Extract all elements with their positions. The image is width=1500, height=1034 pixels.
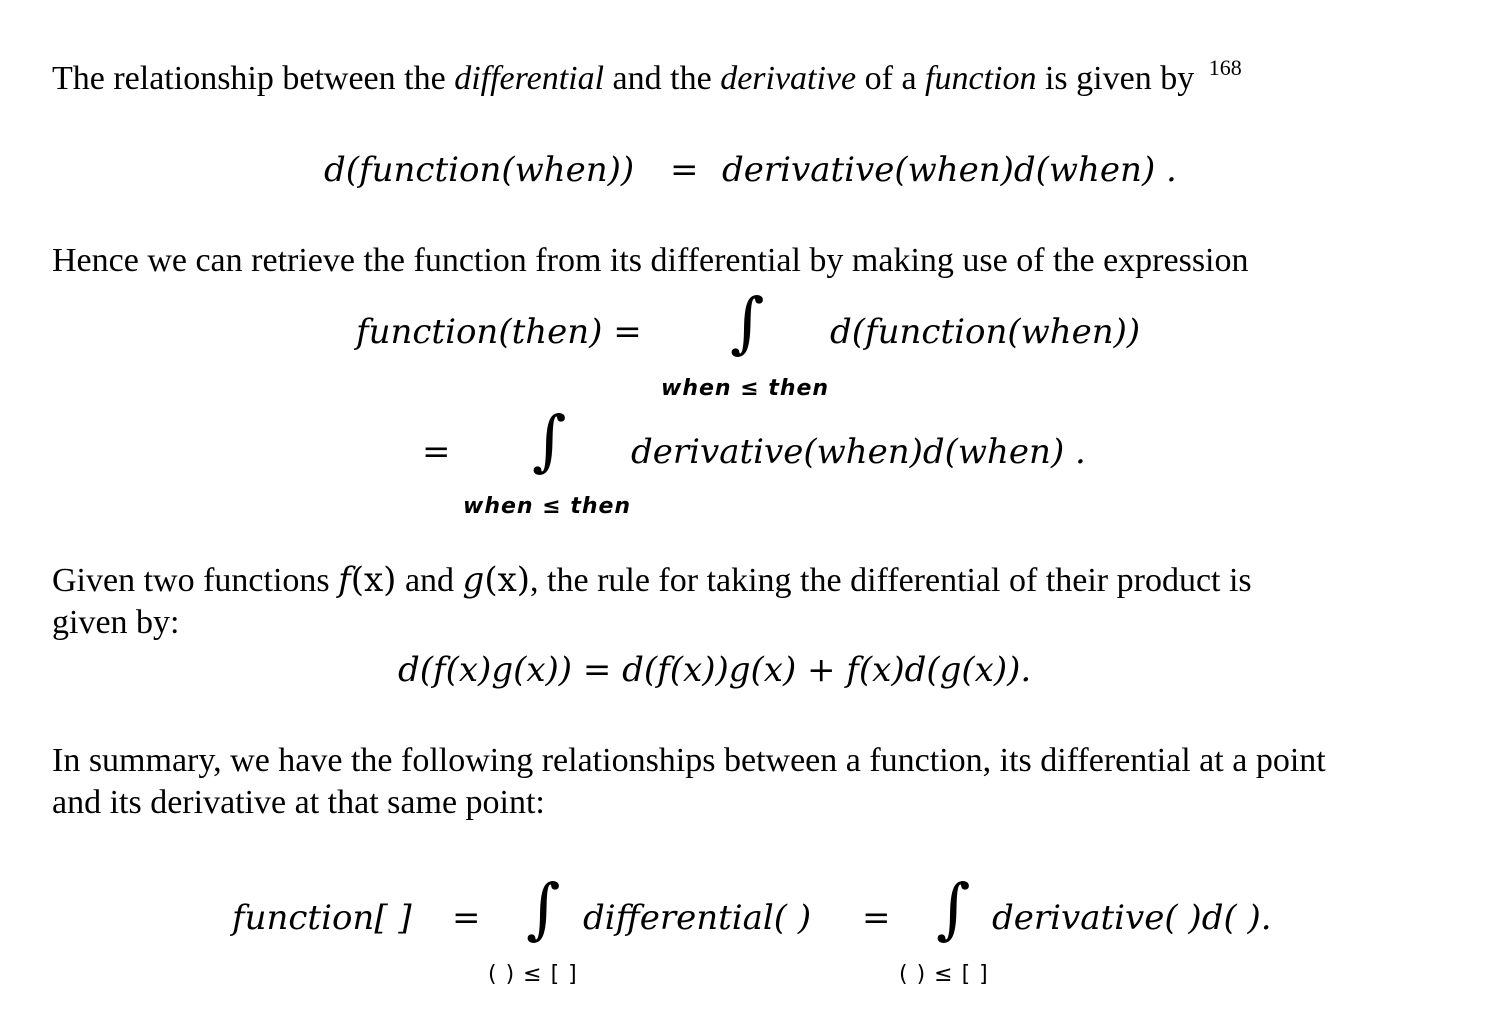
text-segment: is given by: [1036, 60, 1203, 97]
integral-sign: ∫: [532, 402, 567, 479]
paragraph-product-rule-intro: [52, 560, 1252, 602]
equation-4-equals: =: [452, 898, 481, 938]
paragraph-summary-line-2: and its derivative at that same point:: [52, 784, 545, 821]
integral-lower-limit: when ≤ then: [463, 494, 632, 519]
equation-4-equals: =: [862, 898, 891, 938]
paragraph-product-rule-intro-line-2: given by:: [52, 604, 180, 641]
equation-1-equals: =: [670, 150, 699, 190]
equation-1-lhs: d(function(when)): [324, 150, 635, 190]
footnote-marker: 168: [1208, 55, 1242, 80]
equation-1-rhs: derivative(when)d(when) .: [722, 150, 1177, 190]
integral-sign: ∫: [526, 870, 561, 947]
paragraph-differential-derivative-relationship: [52, 55, 1242, 103]
emphasis-derivative: derivative: [720, 60, 857, 97]
integral-lower-limit: when ≤ then: [661, 376, 830, 401]
emphasis-differential: differential: [454, 60, 605, 97]
equation-2-equals: =: [422, 432, 451, 472]
integral-sign: ∫: [730, 284, 765, 361]
equation-4-middle: differential( ): [583, 898, 812, 938]
equation-2-lhs: function(then) =: [356, 312, 642, 352]
equation-4-rhs: derivative( )d( ).: [992, 898, 1272, 938]
symbol-g: g(x): [462, 560, 531, 600]
text-segment: and: [396, 562, 463, 599]
equation-4-lhs: function[ ]: [232, 898, 412, 938]
integral-sign: ∫: [936, 870, 971, 947]
paragraph-retrieve-function: Hence we can retrieve the function from its differential by making use of the expression: [52, 242, 1249, 279]
text-segment: The relationship between the: [52, 60, 455, 97]
text-segment: Given two functions: [52, 562, 339, 599]
equation-2-integrand-derivative: derivative(when)d(when) .: [631, 432, 1086, 472]
text-segment: of a: [856, 60, 926, 97]
integral-lower-limit: ( ) ≤ [ ]: [899, 962, 989, 987]
equation-product-rule: d(f(x)g(x)) = d(f(x))g(x) + f(x)d(g(x)).: [398, 650, 1032, 690]
text-segment: and the: [604, 60, 721, 97]
paragraph-summary-line-1: In summary, we have the following relationships between a function, its differential at a point: [52, 742, 1326, 779]
symbol-f: f(x): [338, 560, 397, 600]
equation-2-integrand: d(function(when)): [830, 312, 1141, 352]
integral-lower-limit: ( ) ≤ [ ]: [488, 962, 578, 987]
emphasis-function: function: [925, 60, 1037, 97]
text-segment: , the rule for taking the differential of their product is: [530, 562, 1252, 599]
